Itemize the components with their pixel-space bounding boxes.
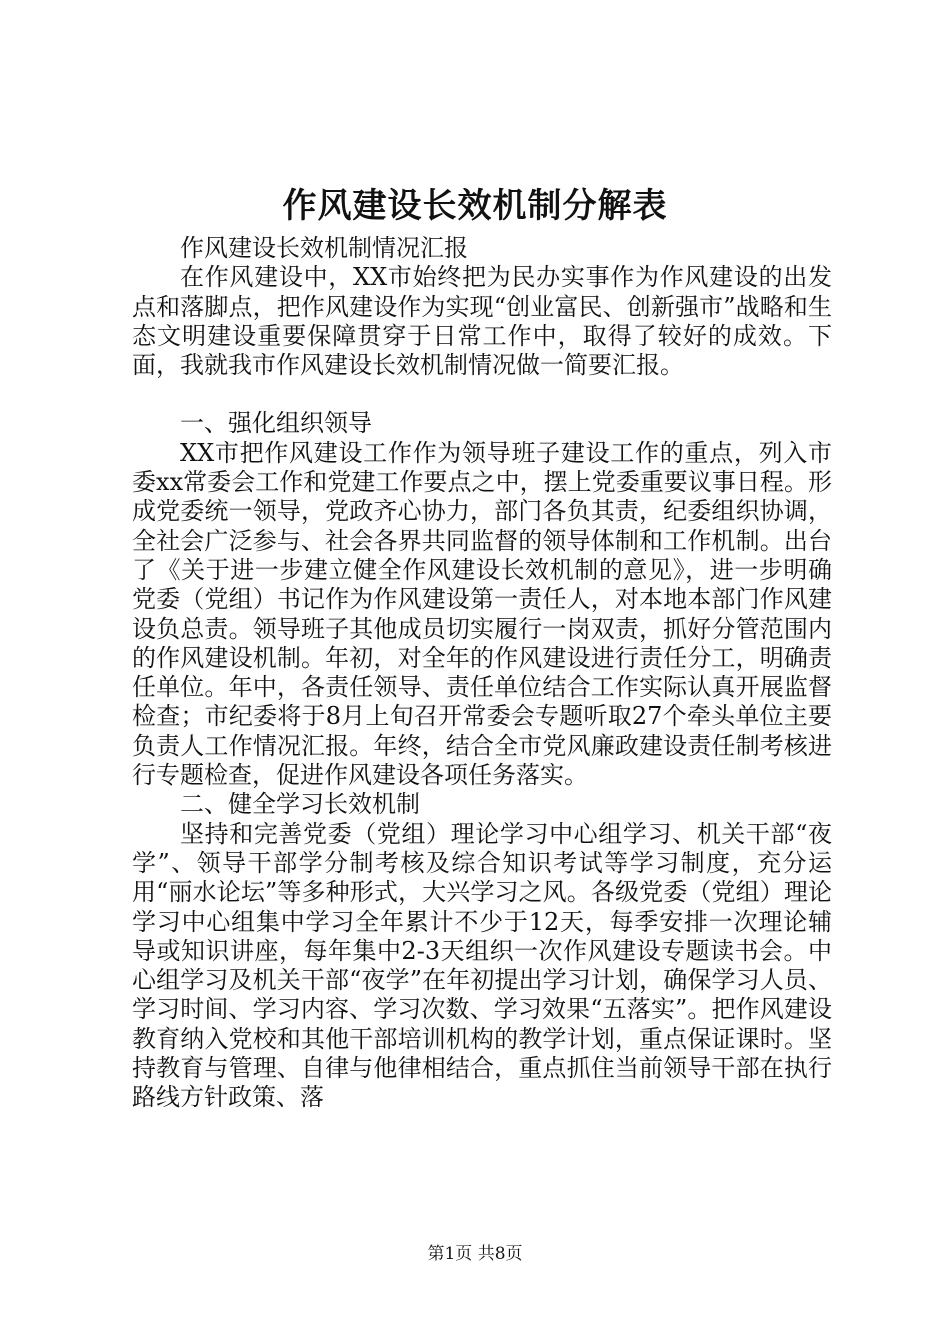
document-subtitle: 作风建设长效机制情况汇报 [180, 234, 468, 262]
section-heading-2: 二、健全学习长效机制 [180, 790, 420, 819]
document-title: 作风建设长效机制分解表 [282, 186, 668, 226]
paragraph-gap [132, 380, 832, 409]
paragraph-section-1: XX市把作风建设工作作为领导班子建设工作的重点，列入市委xx常委会工作和党建工作要点之中，摆上党委重要议事日程。形成党委统一领导，党政齐心协力，部门各负其责，纪委组织协调，全社会广泛参与、社会各界共同监督的领导体制和工作机制。出台了《关于进一步建立健全作风建设长效机制的意见》，进一步明确党委（党组）书记作为作风建设第一责任人，对本地本部门作风建设负总责。领导班子其他成员切实履行一岗双责，抓好分管范围内的作风建设机制。年初，对全年的作风建设进行责任分工，明确责任单位。年中，各责任领导、责任单位结合工作实际认真开展监督检查；市纪委将于8月上旬召开常委会专题听取27个牵头单位主要负责人工作情况汇报。年终，结合全市党风廉政建设责任制考核进行专题检查，促进作风建设各项任务落实。 [132, 438, 832, 790]
page-footer: 第1页 共8页 [427, 1244, 523, 1264]
section-heading-1: 一、强化组织领导 [180, 409, 372, 438]
paragraph-intro: 在作风建设中，XX市始终把为民办实事作为作风建设的出发点和落脚点，把作风建设作为实现“创业富民、创新强市”战略和生态文明建设重要保障贯穿于日常工作中，取得了较好的成效。下面，我就我市作风建设长效机制情况做一简要汇报。 [132, 263, 832, 380]
paragraph-section-2: 坚持和完善党委（党组）理论学习中心组学习、机关干部“夜学”、领导干部学分制考核及综合知识考试等学习制度，充分运用“丽水论坛”等多种形式，大兴学习之风。各级党委（党组）理论学习中心组集中学习全年累计不少于12天，每季安排一次理论辅导或知识讲座，每年集中2-3天组织一次作风建设专题读书会。中心组学习及机关干部“夜学”在年初提出学习计划，确保学习人员、学习时间、学习内容、学习次数、学习效果“五落实”。把作风建设教育纳入党校和其他干部培训机构的教学计划，重点保证课时。坚持教育与管理、自律与他律相结合，重点抓住当前领导干部在执行路线方针政策、落 [132, 819, 832, 1112]
document-body [132, 234, 832, 1113]
